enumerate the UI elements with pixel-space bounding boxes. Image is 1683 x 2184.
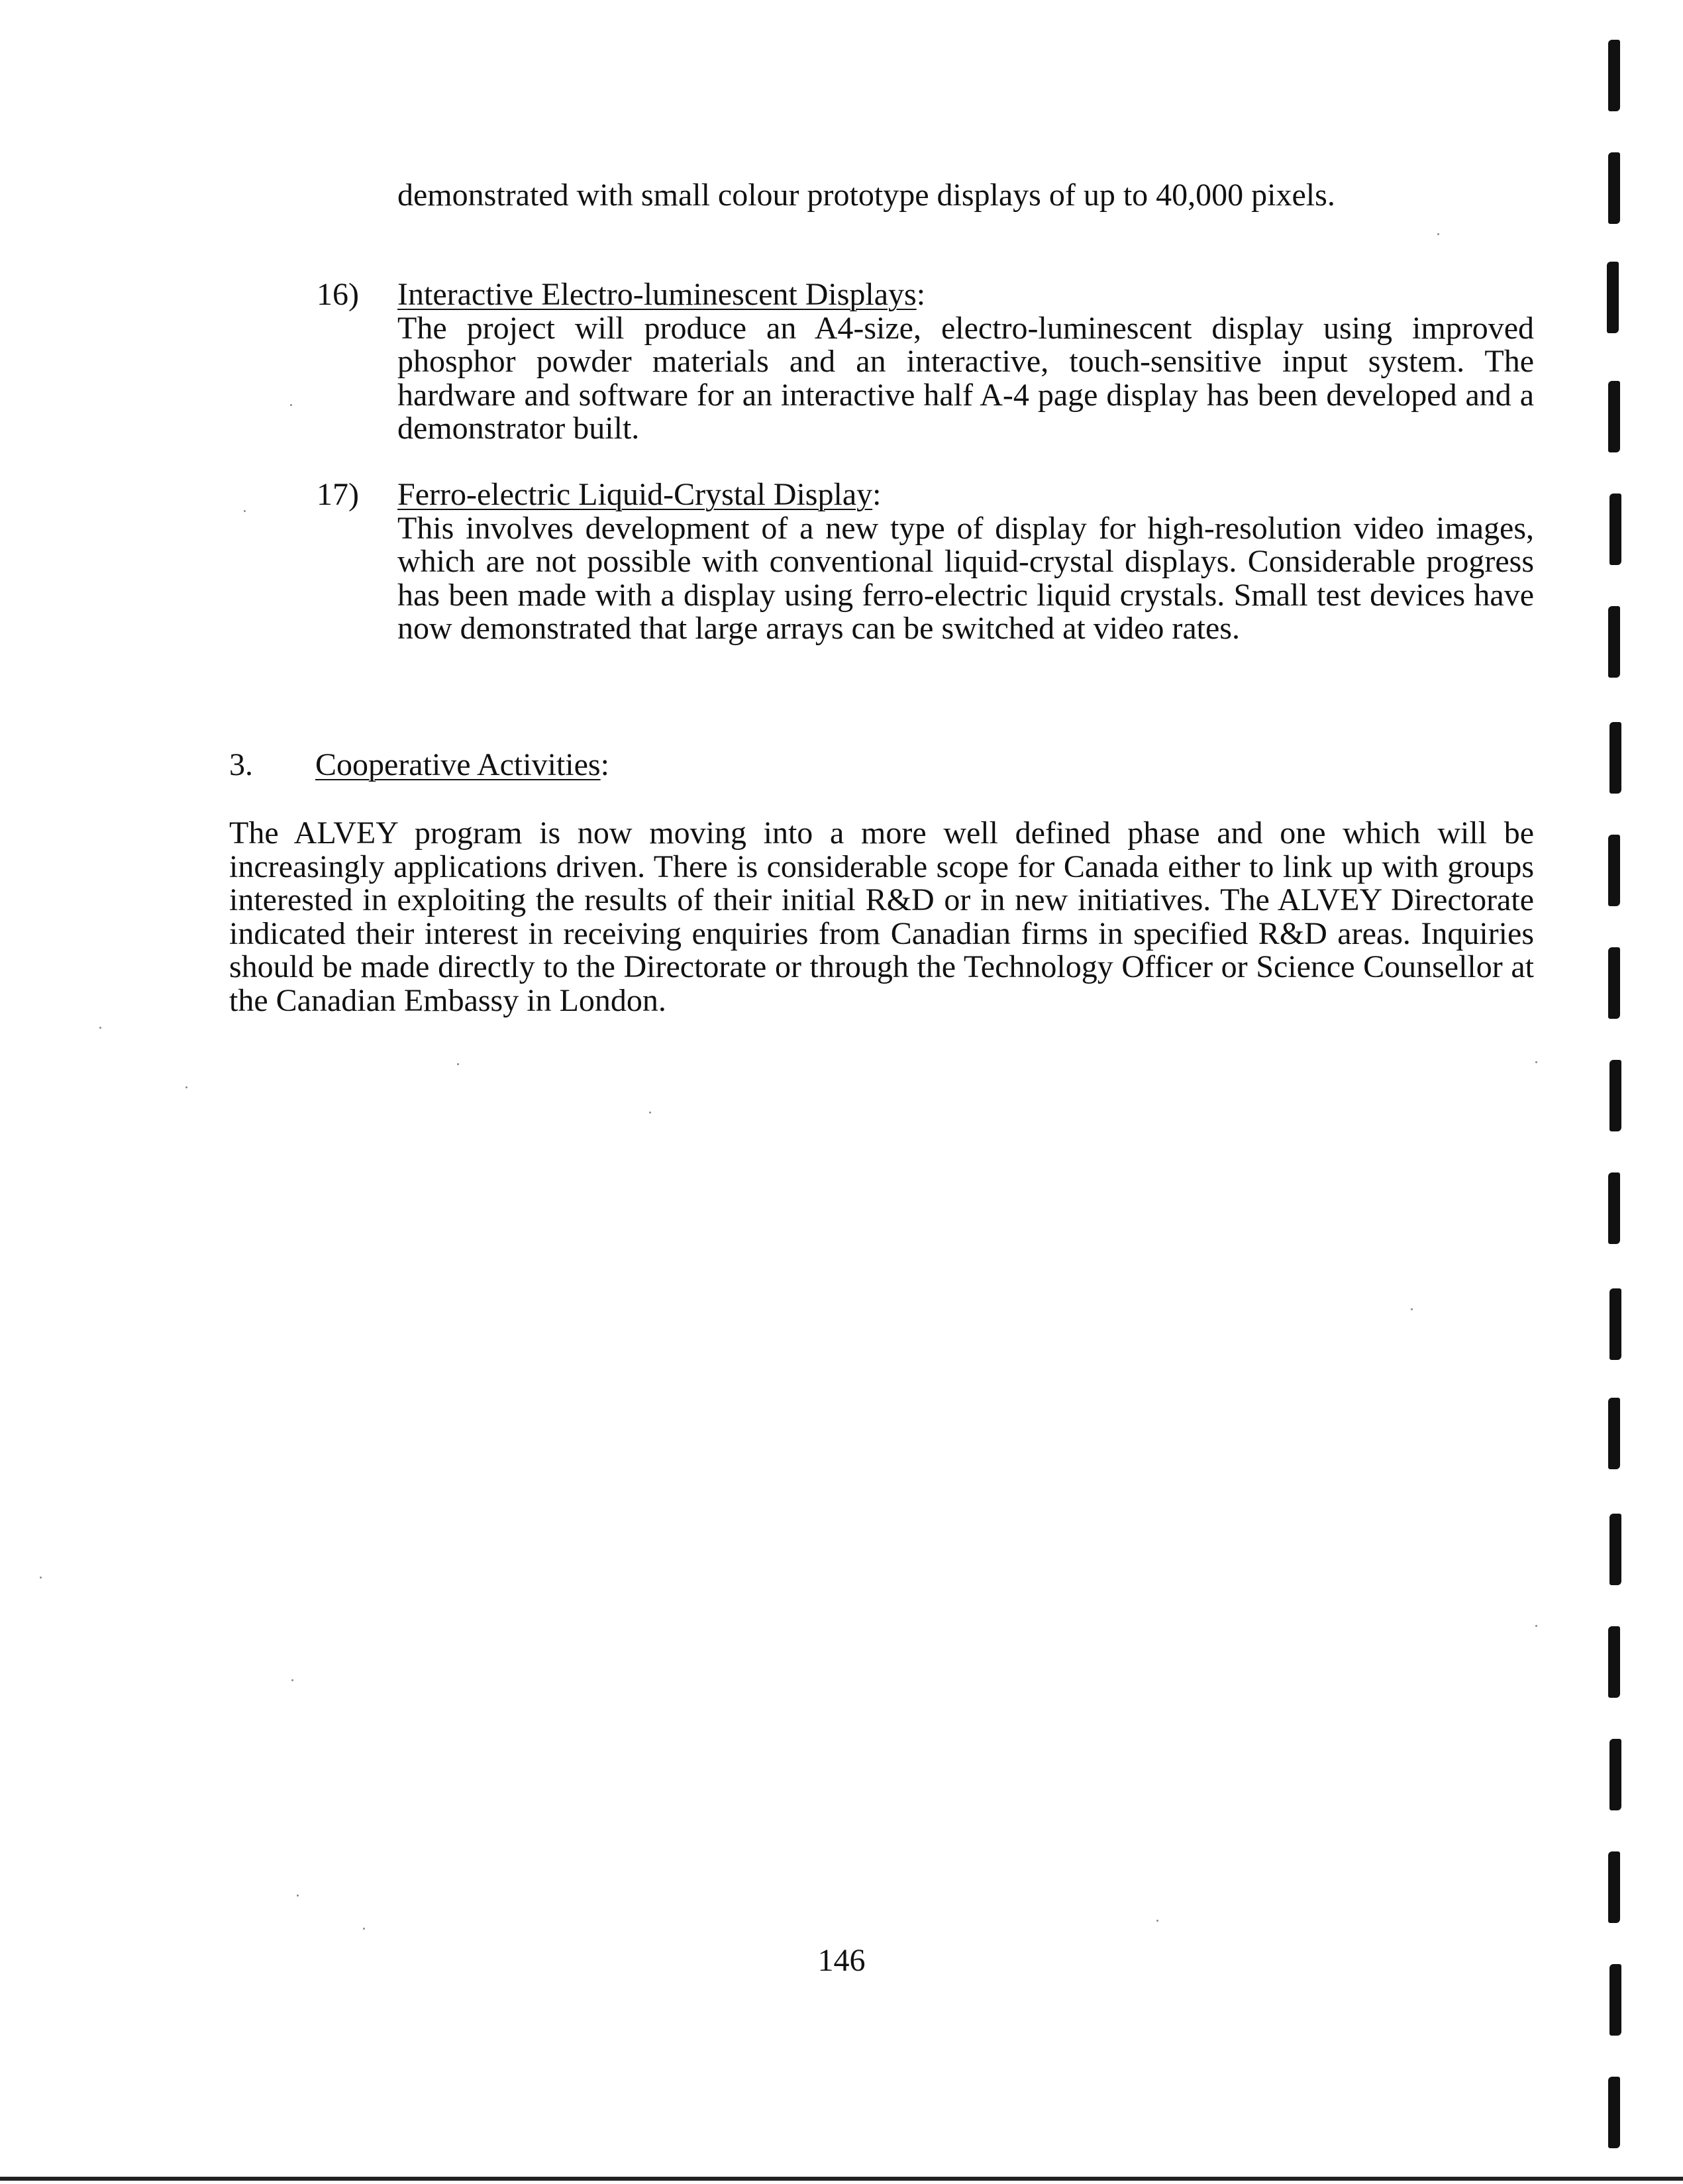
item-description: This involves development of a new type of display for high-resolution video images, which are not possible with conventional liquid-crystal displays. Considerable progress has been made with a display using ferro-electric liquid crystals. Small test devices have now demonstrated that large arrays can be switched at video rates. [397,510,1534,646]
item-body [397,278,1534,446]
binding-hole [1608,1851,1620,1923]
section-number: 3. [229,747,253,782]
scan-speck [185,1086,187,1088]
section-title-text: Cooperative Activities [315,747,601,782]
binding-hole [1608,1172,1620,1244]
binding-hole [1609,1060,1621,1131]
binding-hole [1609,1288,1621,1360]
scan-speck [649,1112,651,1114]
item-title [397,278,1534,312]
scan-speck [1437,233,1439,235]
binding-hole [1608,835,1620,906]
binding-hole [1609,1739,1621,1810]
item-title-text: Ferro-electric Liquid-Crystal Display [397,477,873,512]
continuation-text: demonstrated with small colour prototype displays of up to 40,000 pixels. [397,178,1335,213]
binding-hole [1609,494,1621,565]
item-description: The project will produce an A4-size, electro-luminescent display using improved phosphor powder materials and an interactive, touch-sensitive input system. The hardware and software for an interactive half A-4 page display has been developed and a demonstrator built. [397,310,1534,446]
scan-speck [1156,1920,1158,1922]
item-title-suffix: : [916,277,926,312]
item-number: 16) [317,277,359,312]
binding-hole [1608,2077,1620,2148]
binding-hole [1608,1626,1620,1698]
binding-hole [1608,947,1620,1019]
scan-speck [1535,1061,1537,1063]
binding-hole [1609,722,1621,794]
scan-speck [99,1027,101,1029]
binding-hole [1608,152,1620,224]
scan-speck [291,1679,293,1681]
scan-speck [297,1895,299,1897]
scan-edge-line [0,2177,1683,2181]
scan-speck [363,1928,365,1930]
scan-speck [1535,1625,1537,1627]
scan-speck [1411,1308,1413,1310]
binding-hole [1609,1964,1621,2036]
section-paragraph: The ALVEY program is now moving into a more well defined phase and one which will be increasingly applications driven. There is considerable scope for Canada either to link up with groups interested in exploiting the results of their initial R&D or in new initiatives. The ALVEY Directorate indicated their interest in receiving enquiries from Canadian firms in specified R&D areas. Inquiries should be made directly to the Directorate or through the Technology Officer or Science Counsellor at the Canadian Embassy in London. [229,815,1534,1018]
item-body [397,478,1534,646]
item-title-suffix: : [872,477,882,512]
page-number: 146 [817,1943,866,1978]
binding-hole [1609,1514,1621,1585]
scan-speck [40,1577,42,1579]
scan-speck [290,404,292,406]
scan-speck [244,510,246,512]
binding-hole [1608,606,1620,678]
binding-hole [1608,1398,1620,1469]
binding-hole [1607,262,1619,333]
item-title [397,478,1534,512]
binding-hole [1608,381,1620,452]
section-title [315,749,609,782]
binding-hole [1608,40,1620,111]
section-title-suffix: : [600,747,609,782]
item-number: 17) [317,477,359,512]
item-title-text: Interactive Electro-luminescent Displays [397,277,917,312]
binding-holes [1606,0,1645,2184]
scan-speck [457,1063,459,1065]
